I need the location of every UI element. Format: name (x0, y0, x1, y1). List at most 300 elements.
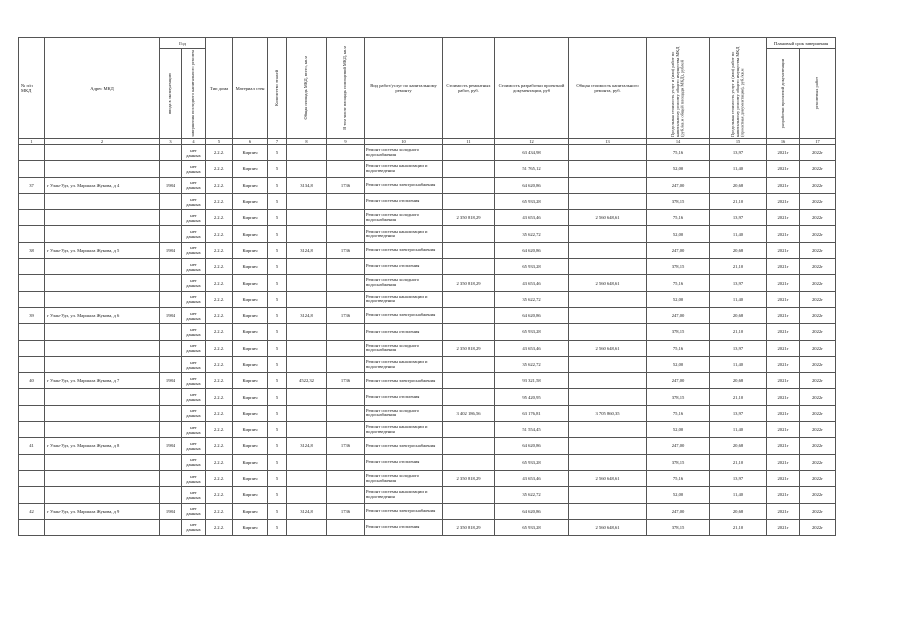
cell-wall-material: Кирпич (233, 438, 268, 454)
cell-cost-design: 65 933,28 (495, 193, 569, 209)
header-wall-material: Материал стен (233, 38, 268, 139)
cell-wall-material: Кирпич (233, 454, 268, 470)
cell-wall-material: Кирпич (233, 259, 268, 275)
table-row (19, 324, 836, 340)
cell-address (45, 405, 160, 421)
cell-plan-works: 2022г (800, 422, 836, 438)
cell-limit-cost-design: 21,10 (710, 454, 767, 470)
cell-address (45, 161, 160, 177)
cell-limit-cost-design: 11,40 (710, 161, 767, 177)
cell-area-total (287, 275, 327, 291)
cell-area-total: 3134,8 (287, 177, 327, 193)
cell-mkd-number: 42 (19, 503, 45, 519)
cell-cost-repair: 2 350 818,29 (443, 340, 495, 356)
header-floors (268, 38, 287, 139)
cell-limit-cost-area: 52,00 (647, 356, 710, 372)
cell-cost-design: 35 622,72 (495, 226, 569, 242)
cell-year-last-repair: нет данных (182, 340, 206, 356)
table-row (19, 210, 836, 226)
cell-cost-repair: 2 350 818,29 (443, 519, 495, 535)
table-body (19, 145, 836, 536)
cell-house-type: 2.2.2. (206, 307, 233, 323)
cell-cost-repair (443, 389, 495, 405)
cell-wall-material: Кирпич (233, 226, 268, 242)
cell-address: г Улан-Удэ, ул. Маршала Жукова, д 5 (45, 242, 160, 258)
cell-limit-cost-area: 52,00 (647, 487, 710, 503)
table-row (19, 470, 836, 486)
cell-house-type: 2.2.2. (206, 470, 233, 486)
cell-house-type: 2.2.2. (206, 487, 233, 503)
cell-year-commission (160, 324, 182, 340)
cell-floors: 5 (268, 259, 287, 275)
cell-house-type: 2.2.2. (206, 438, 233, 454)
cell-limit-cost-area: 247,00 (647, 373, 710, 389)
cell-limit-cost-area: 247,00 (647, 177, 710, 193)
cell-cost-design: 65 933,28 (495, 324, 569, 340)
cell-area-living (327, 226, 365, 242)
cell-limit-cost-design: 13,97 (710, 470, 767, 486)
cell-house-type: 2.2.2. (206, 422, 233, 438)
cell-plan-design: 2021г (767, 389, 800, 405)
cell-address (45, 356, 160, 372)
cell-plan-design: 2021г (767, 259, 800, 275)
cell-cost-total: 2 560 648,61 (569, 340, 647, 356)
cell-address (45, 519, 160, 535)
column-number: 3 (160, 139, 182, 145)
cell-year-commission (160, 161, 182, 177)
cell-work-type: Ремонт системы холодного водоснабжения (365, 405, 443, 421)
cell-area-total: 3124,8 (287, 503, 327, 519)
cell-cost-repair: 2 350 818,29 (443, 275, 495, 291)
cell-mkd-number (19, 291, 45, 307)
cell-work-type: Ремонт системы отопления (365, 193, 443, 209)
cell-mkd-number (19, 226, 45, 242)
table-row (19, 389, 836, 405)
cell-mkd-number (19, 324, 45, 340)
cell-plan-design: 2021г (767, 145, 800, 161)
cell-limit-cost-area: 52,00 (647, 291, 710, 307)
cell-plan-works: 2022г (800, 405, 836, 421)
cell-house-type: 2.2.2. (206, 145, 233, 161)
cell-limit-cost-area: 52,00 (647, 161, 710, 177)
cell-year-last-repair: нет данных (182, 307, 206, 323)
cell-work-type: Ремонт системы электроснабжения (365, 177, 443, 193)
cell-cost-design: 43 653,46 (495, 470, 569, 486)
cell-area-living: 1736 (327, 373, 365, 389)
cell-floors: 5 (268, 405, 287, 421)
header-area-total-text: Общая площадь МКД, всего, кв.м (303, 56, 309, 120)
cell-plan-design: 2021г (767, 373, 800, 389)
cell-limit-cost-area: 247,00 (647, 242, 710, 258)
cell-address: г Улан-Удэ, ул. Маршала Жукова, д 7 (45, 373, 160, 389)
cell-area-living (327, 487, 365, 503)
cell-wall-material: Кирпич (233, 470, 268, 486)
cell-work-type: Ремонт системы холодного водоснабжения (365, 340, 443, 356)
cell-mkd-number (19, 259, 45, 275)
cell-address (45, 422, 160, 438)
cell-mkd-number (19, 487, 45, 503)
cell-cost-design: 63 176,81 (495, 405, 569, 421)
table-header (19, 38, 836, 145)
cell-address: г Улан-Удэ, ул. Маршала Жукова, д 4 (45, 177, 160, 193)
cell-plan-design: 2021г (767, 275, 800, 291)
cell-limit-cost-design: 20,68 (710, 438, 767, 454)
cell-limit-cost-design: 13,97 (710, 340, 767, 356)
cell-year-last-repair: нет данных (182, 291, 206, 307)
cell-plan-works: 2022г (800, 275, 836, 291)
cell-plan-design: 2021г (767, 291, 800, 307)
cell-area-total: 3124,8 (287, 438, 327, 454)
cell-mkd-number (19, 470, 45, 486)
cell-cost-repair (443, 503, 495, 519)
cell-area-total (287, 356, 327, 372)
cell-limit-cost-area: 52,00 (647, 422, 710, 438)
cell-work-type: Ремонт системы холодного водоснабжения (365, 470, 443, 486)
cell-cost-repair (443, 145, 495, 161)
cell-limit-cost-design: 20,68 (710, 307, 767, 323)
cell-year-commission (160, 291, 182, 307)
cell-house-type: 2.2.2. (206, 373, 233, 389)
cell-address (45, 210, 160, 226)
cell-cost-repair: 2 350 818,29 (443, 470, 495, 486)
cell-year-last-repair: нет данных (182, 356, 206, 372)
cell-cost-repair (443, 226, 495, 242)
cell-floors: 5 (268, 519, 287, 535)
column-number: 2 (45, 139, 160, 145)
cell-area-living (327, 356, 365, 372)
cell-year-last-repair: нет данных (182, 226, 206, 242)
cell-plan-works: 2022г (800, 503, 836, 519)
cell-cost-design: 64 620,86 (495, 307, 569, 323)
header-cost-total: Общая стоимость капитального ремонта, руб. (569, 38, 647, 139)
table-row (19, 487, 836, 503)
cell-address (45, 259, 160, 275)
cell-limit-cost-area: 378,15 (647, 259, 710, 275)
cell-work-type: Ремонт системы канализации и водоотведения (365, 356, 443, 372)
cell-mkd-number: 41 (19, 438, 45, 454)
header-plan-works (800, 49, 836, 139)
cell-plan-design: 2021г (767, 193, 800, 209)
cell-house-type: 2.2.2. (206, 405, 233, 421)
header-area-living-text: В том числе площадь помещений МКД, кв.м (342, 46, 348, 130)
cell-wall-material: Кирпич (233, 422, 268, 438)
table-row (19, 454, 836, 470)
column-number: 7 (268, 139, 287, 145)
cell-cost-repair (443, 177, 495, 193)
cell-limit-cost-design: 13,97 (710, 405, 767, 421)
column-number: 14 (647, 139, 710, 145)
cell-limit-cost-area: 378,15 (647, 389, 710, 405)
cell-limit-cost-design: 21,10 (710, 259, 767, 275)
cell-cost-repair (443, 438, 495, 454)
cell-plan-design: 2021г (767, 454, 800, 470)
cell-work-type: Ремонт системы холодного водоснабжения (365, 210, 443, 226)
cell-cost-design: 64 620,86 (495, 177, 569, 193)
cell-plan-design: 2021г (767, 177, 800, 193)
cell-cost-design: 43 653,46 (495, 275, 569, 291)
cell-cost-design: 63 434,98 (495, 145, 569, 161)
cell-cost-total (569, 454, 647, 470)
header-plan-design-text: разработки проектной документации (779, 58, 785, 129)
cell-area-living: 1736 (327, 438, 365, 454)
cell-work-type: Ремонт системы отопления (365, 519, 443, 535)
cell-wall-material: Кирпич (233, 177, 268, 193)
header-house-type: Тип дома (206, 38, 233, 139)
cell-mkd-number: 37 (19, 177, 45, 193)
cell-floors: 5 (268, 356, 287, 372)
cell-cost-repair (443, 324, 495, 340)
cell-floors: 5 (268, 324, 287, 340)
cell-house-type: 2.2.2. (206, 161, 233, 177)
cell-cost-total (569, 487, 647, 503)
cell-cost-total: 3 705 860,35 (569, 405, 647, 421)
table-row (19, 226, 836, 242)
cell-area-living (327, 519, 365, 535)
table-row (19, 356, 836, 372)
cell-plan-works: 2022г (800, 210, 836, 226)
cell-mkd-number: 40 (19, 373, 45, 389)
cell-cost-total: 2 560 648,61 (569, 275, 647, 291)
cell-work-type: Ремонт системы холодного водоснабжения (365, 275, 443, 291)
cell-house-type: 2.2.2. (206, 226, 233, 242)
cell-plan-works: 2022г (800, 340, 836, 356)
cell-year-commission (160, 145, 182, 161)
cell-area-total (287, 193, 327, 209)
cell-cost-repair (443, 161, 495, 177)
cell-floors: 5 (268, 340, 287, 356)
cell-house-type: 2.2.2. (206, 324, 233, 340)
cell-area-living (327, 422, 365, 438)
cell-year-commission (160, 340, 182, 356)
cell-wall-material: Кирпич (233, 210, 268, 226)
cell-limit-cost-area: 75,16 (647, 275, 710, 291)
cell-plan-design: 2021г (767, 307, 800, 323)
cell-year-commission: 1984 (160, 242, 182, 258)
cell-year-last-repair: нет данных (182, 177, 206, 193)
cell-floors: 5 (268, 389, 287, 405)
cell-address (45, 275, 160, 291)
cell-limit-cost-area: 247,00 (647, 503, 710, 519)
cell-address (45, 340, 160, 356)
cell-plan-works: 2022г (800, 226, 836, 242)
cell-limit-cost-design: 11,40 (710, 422, 767, 438)
table-row (19, 503, 836, 519)
cell-cost-design: 64 620,86 (495, 242, 569, 258)
cell-plan-design: 2021г (767, 356, 800, 372)
cell-year-commission (160, 389, 182, 405)
cell-year-commission (160, 405, 182, 421)
cell-year-commission (160, 519, 182, 535)
table-row (19, 145, 836, 161)
cell-area-living (327, 210, 365, 226)
cell-limit-cost-area: 75,16 (647, 470, 710, 486)
header-area-total (287, 38, 327, 139)
cell-area-total (287, 487, 327, 503)
cell-floors: 5 (268, 454, 287, 470)
cell-cost-repair (443, 291, 495, 307)
cell-plan-design: 2021г (767, 242, 800, 258)
cell-area-total (287, 422, 327, 438)
cell-wall-material: Кирпич (233, 275, 268, 291)
column-number: 5 (206, 139, 233, 145)
column-number: 15 (710, 139, 767, 145)
cell-plan-works: 2022г (800, 438, 836, 454)
cell-mkd-number (19, 389, 45, 405)
table-row (19, 177, 836, 193)
cell-area-total (287, 161, 327, 177)
cell-floors: 5 (268, 242, 287, 258)
cell-cost-repair (443, 373, 495, 389)
document-page (18, 37, 835, 536)
cell-wall-material: Кирпич (233, 242, 268, 258)
cell-plan-works: 2022г (800, 487, 836, 503)
cell-mkd-number (19, 454, 45, 470)
cell-plan-works: 2022г (800, 161, 836, 177)
cell-limit-cost-area: 247,00 (647, 438, 710, 454)
cell-area-living (327, 291, 365, 307)
cell-area-total (287, 340, 327, 356)
cell-year-last-repair: нет данных (182, 259, 206, 275)
cell-limit-cost-area: 52,00 (647, 226, 710, 242)
repair-plan-table (18, 37, 836, 536)
cell-limit-cost-area: 75,16 (647, 340, 710, 356)
cell-year-last-repair: нет данных (182, 454, 206, 470)
cell-plan-works: 2022г (800, 242, 836, 258)
cell-area-living: 1736 (327, 242, 365, 258)
table-row (19, 422, 836, 438)
cell-plan-design: 2021г (767, 487, 800, 503)
cell-cost-repair: 2 350 818,29 (443, 210, 495, 226)
cell-limit-cost-design: 13,97 (710, 275, 767, 291)
cell-floors: 5 (268, 177, 287, 193)
header-year-last-repair (182, 49, 206, 139)
header-cost-design: Стоимость разработки проектной документации, руб (495, 38, 569, 139)
cell-cost-total (569, 503, 647, 519)
table-row (19, 275, 836, 291)
cell-plan-works: 2022г (800, 373, 836, 389)
cell-address (45, 291, 160, 307)
cell-cost-total (569, 242, 647, 258)
header-plan-group: Плановый срок завершения (767, 38, 836, 49)
header-year-commission (160, 49, 182, 139)
cell-year-last-repair: нет данных (182, 373, 206, 389)
cell-cost-total: 2 560 648,61 (569, 519, 647, 535)
cell-limit-cost-area: 75,16 (647, 210, 710, 226)
cell-area-total (287, 324, 327, 340)
cell-cost-repair (443, 307, 495, 323)
cell-plan-works: 2022г (800, 519, 836, 535)
cell-limit-cost-design: 11,40 (710, 487, 767, 503)
cell-cost-repair (443, 487, 495, 503)
cell-cost-total: 2 560 648,61 (569, 210, 647, 226)
header-limit-cost-area-text: Предельная стоимость услуг и (или) работ по капитальному ремонту общего имущества МКД (руб./кв.м общей площади МКД), рублей (669, 46, 685, 137)
cell-plan-works: 2022г (800, 389, 836, 405)
cell-year-commission: 1984 (160, 373, 182, 389)
cell-house-type: 2.2.2. (206, 275, 233, 291)
cell-plan-works: 2022г (800, 470, 836, 486)
cell-plan-works: 2022г (800, 193, 836, 209)
cell-limit-cost-design: 11,40 (710, 226, 767, 242)
cell-limit-cost-area: 75,16 (647, 405, 710, 421)
table-row (19, 519, 836, 535)
cell-cost-total (569, 193, 647, 209)
cell-wall-material: Кирпич (233, 405, 268, 421)
table-row (19, 340, 836, 356)
cell-cost-total (569, 389, 647, 405)
cell-work-type: Ремонт системы отопления (365, 454, 443, 470)
cell-floors: 5 (268, 145, 287, 161)
cell-area-total (287, 454, 327, 470)
cell-wall-material: Кирпич (233, 356, 268, 372)
cell-area-total (287, 210, 327, 226)
cell-cost-total: 2 560 648,61 (569, 470, 647, 486)
cell-plan-design: 2021г (767, 470, 800, 486)
column-number: 11 (443, 139, 495, 145)
cell-cost-repair (443, 193, 495, 209)
cell-limit-cost-area: 378,15 (647, 519, 710, 535)
cell-work-type: Ремонт системы электроснабжения (365, 438, 443, 454)
cell-house-type: 2.2.2. (206, 259, 233, 275)
column-number: 1 (19, 139, 45, 145)
cell-address: г Улан-Удэ, ул. Маршала Жукова, д 6 (45, 307, 160, 323)
cell-area-living (327, 193, 365, 209)
cell-plan-works: 2022г (800, 324, 836, 340)
cell-plan-design: 2021г (767, 503, 800, 519)
table-row (19, 259, 836, 275)
header-work-type: Вид работ/услуг по капитальному ремонту (365, 38, 443, 139)
cell-area-living (327, 324, 365, 340)
cell-wall-material: Кирпич (233, 324, 268, 340)
header-limit-cost-area (647, 38, 710, 139)
cell-area-living (327, 275, 365, 291)
cell-area-living (327, 145, 365, 161)
cell-limit-cost-area: 75,16 (647, 145, 710, 161)
cell-year-last-repair: нет данных (182, 470, 206, 486)
cell-wall-material: Кирпич (233, 487, 268, 503)
cell-work-type: Ремонт системы канализации и водоотведения (365, 422, 443, 438)
cell-cost-design: 35 622,72 (495, 487, 569, 503)
cell-limit-cost-design: 13,97 (710, 145, 767, 161)
cell-limit-cost-area: 378,15 (647, 193, 710, 209)
cell-limit-cost-design: 21,10 (710, 193, 767, 209)
cell-limit-cost-design: 13,97 (710, 210, 767, 226)
cell-year-commission (160, 470, 182, 486)
column-number: 17 (800, 139, 836, 145)
cell-area-living (327, 259, 365, 275)
cell-work-type: Ремонт системы канализации и водоотведения (365, 226, 443, 242)
cell-wall-material: Кирпич (233, 340, 268, 356)
cell-cost-design: 35 622,72 (495, 356, 569, 372)
cell-area-total (287, 145, 327, 161)
cell-year-commission (160, 487, 182, 503)
cell-cost-total (569, 307, 647, 323)
cell-floors: 5 (268, 226, 287, 242)
column-number: 12 (495, 139, 569, 145)
cell-plan-design: 2021г (767, 210, 800, 226)
cell-address: г Улан-Удэ, ул. Маршала Жукова, д 8 (45, 438, 160, 454)
cell-plan-design: 2021г (767, 438, 800, 454)
header-address: Адрес МКД (45, 38, 160, 139)
cell-limit-cost-design: 20,68 (710, 177, 767, 193)
cell-wall-material: Кирпич (233, 389, 268, 405)
header-mkd-no: № п/п МКД (19, 38, 45, 139)
cell-work-type: Ремонт системы электроснабжения (365, 373, 443, 389)
cell-wall-material: Кирпич (233, 161, 268, 177)
cell-floors: 5 (268, 275, 287, 291)
cell-house-type: 2.2.2. (206, 340, 233, 356)
cell-plan-works: 2022г (800, 356, 836, 372)
cell-cost-design: 43 653,46 (495, 340, 569, 356)
